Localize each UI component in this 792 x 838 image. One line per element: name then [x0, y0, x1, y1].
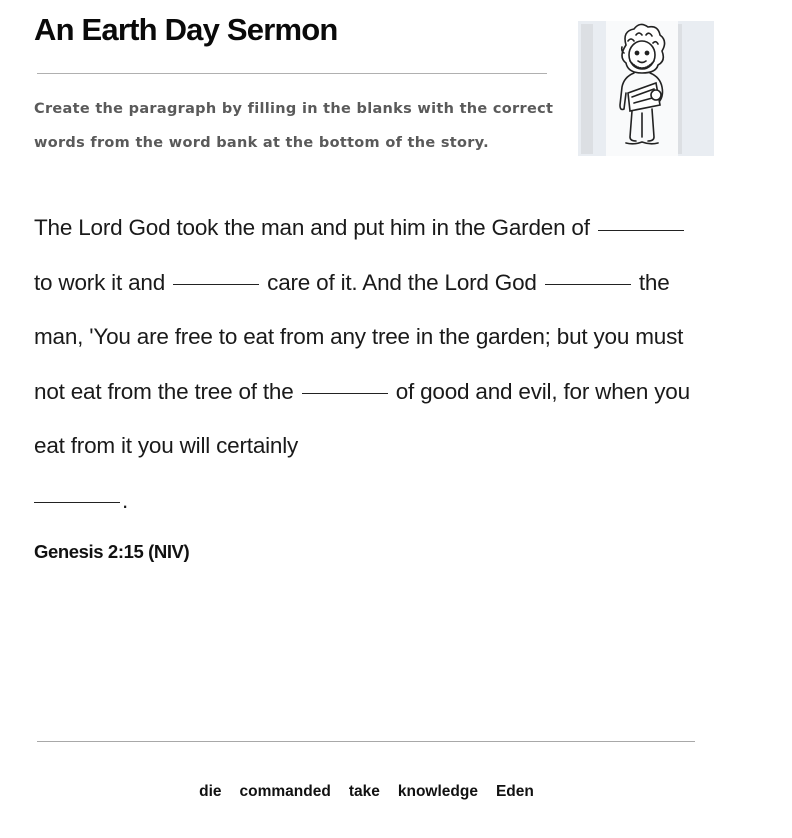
blank-5[interactable]	[34, 502, 120, 503]
passage-text: of good and evil, for when you eat from it you will certainly	[34, 378, 690, 458]
adam-cartoon-icon	[606, 23, 678, 155]
passage-text: care of it. And the Lord God	[267, 269, 537, 295]
title-divider	[37, 73, 547, 74]
passage-text: to work it and	[34, 269, 166, 295]
passage-text: The Lord God took the man and put him in the Garden of	[34, 215, 590, 240]
fill-in-the-blank-passage	[34, 201, 694, 528]
adam-illustration	[578, 21, 714, 156]
word-bank-item[interactable]: commanded	[239, 783, 331, 800]
word-bank-divider	[37, 741, 695, 742]
passage-text: .	[122, 487, 129, 513]
word-bank-item[interactable]: take	[348, 783, 380, 800]
scripture-citation: Genesis 2:15 (NIV)	[34, 541, 190, 562]
blank-3[interactable]	[545, 284, 631, 285]
instructions-text: Create the paragraph by filling in the blanks with the correct words from the word bank at the bottom of the story.	[34, 101, 554, 151]
illustration-pillar-left	[581, 24, 593, 154]
blank-2[interactable]	[173, 284, 259, 285]
page-title: An Earth Day Sermon	[34, 12, 338, 47]
word-bank-item[interactable]: knowledge	[397, 783, 478, 800]
blank-1[interactable]	[598, 230, 684, 231]
word-bank-item[interactable]: die	[199, 783, 222, 800]
blank-4[interactable]	[302, 393, 388, 394]
passage-text: the man, 'You are free to eat from any tree in the garden; but you must not eat from the tree of the	[34, 269, 684, 404]
word-bank-item[interactable]: Eden	[495, 783, 534, 800]
word-bank	[0, 783, 733, 801]
